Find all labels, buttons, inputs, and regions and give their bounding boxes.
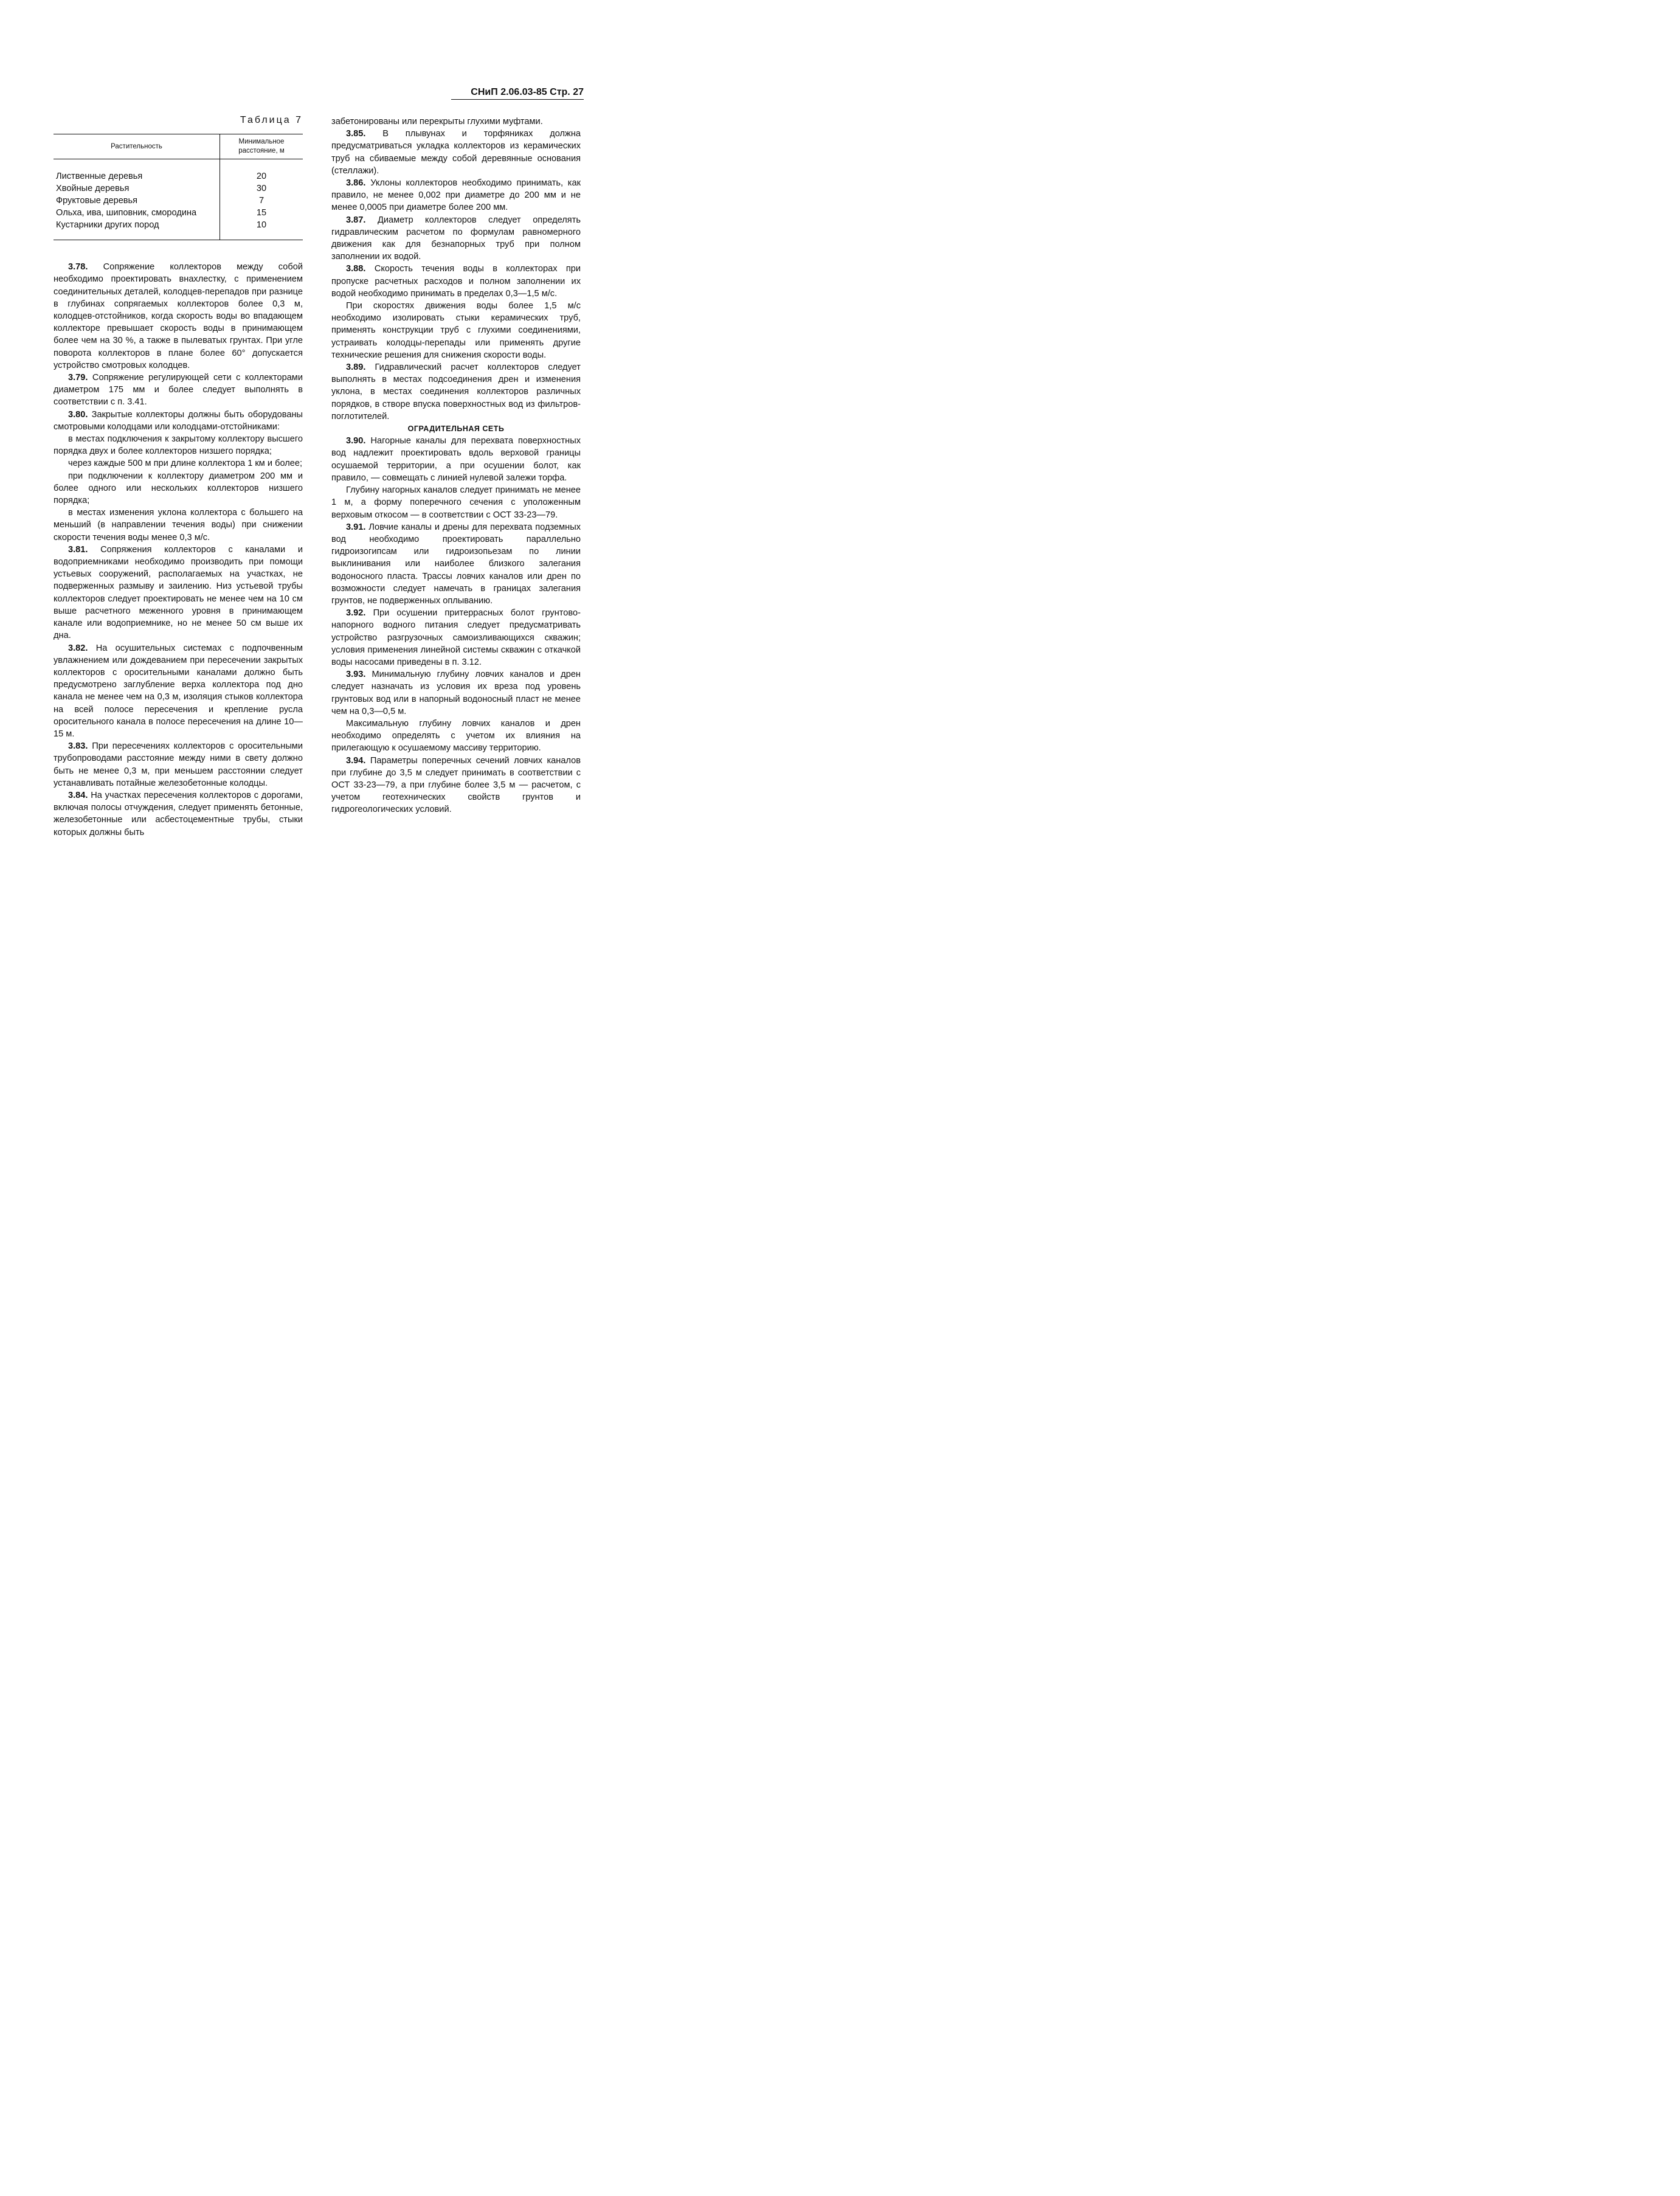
distance-cell: 7 [220,195,303,207]
column-header-distance: Минимальное расстояние, м [220,134,303,159]
section-heading: ОГРАДИТЕЛЬНАЯ СЕТЬ [407,424,505,434]
clause-3-80: 3.80. Закрытые коллекторы должны быть оборудованы смотровыми колодцами или колодцами-отстойниками: [54,409,303,432]
clause-3-80-item-d: в местах изменения уклона коллектора с большего на меньший (в направлении течения воды) при снижении скорости течения воды менее 0,3 м/с. [54,508,303,542]
clause-3-83: 3.83. При пересечениях коллекторов с оросительными трубопроводами расстояние между ними в свету должно быть не менее 0,3 м, при меньшем расстоянии следует устанавливать потайные железобетонные колодцы. [54,741,303,788]
clause-3-91: 3.91. Ловчие каналы и дрены для перехвата подземных вод необходимо проектировать параллельно гидроизогипсам или гидроизопьезам по линии выклинивания или наиболее близкого залегания водоносного пласта. Трассы ловчих каналов или дрен по возможности следует намечать в границах залегания грунтов, не подверженных оплыванию. [331,522,581,606]
column-header-vegetation: Растительность [54,134,220,159]
distance-cell: 10 [220,219,303,240]
right-column [331,116,581,816]
clause-3-85: 3.85. В плывунах и торфяниках должна предусматриваться укладка коллекторов из керамических труб на сбиваемые между собой деревянные основания (стеллажи). [331,129,581,176]
clause-3-84-continued: забетонированы или перекрыты глухими муфтами. [331,117,543,126]
clause-3-80-item-a: в местах подключения к закрытому коллектору высшего порядка двух и более коллекторов низшего порядка; [54,434,303,457]
table-row [54,182,303,195]
clause-3-81: 3.81. Сопряжения коллекторов с каналами и водоприемниками необходимо производить при помощи устьевых сооружений, располагаемых на участках, не подверженных размыву и заилению. Низ устьевой трубы коллекторов следует проектировать не менее чем на 10 см выше расчетного меженного уровня в принимающем канале или водоприемнике, но не менее 50 см выше их дна. [54,544,303,641]
clause-3-80-item-b: через каждые 500 м при длине коллектора 1 км и более; [68,459,303,469]
clause-3-78: 3.78. Сопряжение коллекторов между собой необходимо проектировать внахлестку, с применением соединительных деталей, колодцев-перепадов при разнице в глубинах сопрягаемых коллекторов более 0,3 м, колодцев-отстойников, когда скорость воды во впадающем коллекторе превышает скорость воды в принимающем более чем на 30 %, а также в пылеватых грунтах. При угле поворота коллекторов в плане более 60° допускается устройство смотровых колодцев. [54,262,303,370]
clause-3-92: 3.92. При осушении притеррасных болот грунтово-напорного водного питания следует предусматривать устройство разгрузочных самоизливающихся скважин; условия применения линейной системы скважин с откачкой воды насосами приведены в п. 3.12. [331,608,581,667]
vegetation-cell: Кустарники других пород [54,219,220,240]
clause-3-93-paragraph-2: Максимальную глубину ловчих каналов и дрен необходимо определять с учетом их влияния на прилегающую к осушаемому массиву территорию. [331,718,581,753]
table-caption: Таблица 7 [240,115,303,125]
clause-3-93: 3.93. Минимальную глубину ловчих каналов и дрен следует назначать из условия их вреза под уровень грунтовых вод или в напорный водоносный пласт не менее чем на 0,3—0,5 м. [331,670,581,716]
clause-3-90: 3.90. Нагорные каналы для перехвата поверхностных вод надлежит проектировать вдоль верховой границы осушаемой территории, а при осушении болот, как правило, — совмещать с линией нулевой залежи торфа. [331,436,581,483]
table-7 [54,134,303,240]
table-row [54,219,303,240]
clause-3-87: 3.87. Диаметр коллекторов следует определять гидравлическим расчетом по формулам равномерного движения как для безнапорных труб при полном заполнении их водой. [331,215,581,262]
table-row [54,207,303,219]
page-header: СНиП 2.06.03-85 Стр. 27 [451,87,584,100]
vegetation-cell: Ольха, ива, шиповник, смородина [56,208,197,218]
vegetation-cell: Лиственные деревья [56,171,143,182]
clause-3-84: 3.84. На участках пересечения коллекторов с дорогами, включая полосы отчуждения, следует применять бетонные, железобетонные или асбестоцементные трубы, стыки которых должны быть [54,790,303,837]
clause-3-86: 3.86. Уклоны коллекторов необходимо принимать, как правило, не менее 0,002 при диаметре до 200 мм и не менее 0,0005 при диаметре более 200 мм. [331,178,581,213]
clause-3-82: 3.82. На осушительных системах с подпочвенным увлажнением или дождеванием при пересечении закрытых коллекторов с оросительными каналами должно быть предусмотрено заглубление верха коллектора под дно канала не менее чем на 0,3 м, изоляция стыков коллектора на всей полосе пересечения и крепление русла оросительного канала в полосе пересечения на длине 10—15 м. [54,643,303,739]
clause-3-79: 3.79. Сопряжение регулирующей сети с коллекторами диаметром 175 мм и более следует выполнять в соответствии с п. 3.41. [54,373,303,407]
table-row [54,159,303,183]
clause-3-89: 3.89. Гидравлический расчет коллекторов следует выполнять в местах подсоединения дрен и изменения уклона, в местах соединения коллекторов различных порядков, в створе впуска поверхностных вод из фильтров-поглотителей. [331,362,581,421]
distance-cell: 15 [220,207,303,219]
clause-3-88: 3.88. Скорость течения воды в коллекторах при пропуске расчетных расходов и полном заполнении их водой необходимо принимать в пределах 0,3—1,5 м/с. [331,264,581,299]
table-header-row [54,134,303,159]
table-row [54,195,303,207]
clause-3-80-item-c: при подключении к коллектору диаметром 200 мм и более одного или нескольких коллекторов низшего порядка; [54,471,303,506]
distance-cell: 20 [220,159,303,183]
clause-3-94: 3.94. Параметры поперечных сечений ловчих каналов при глубине до 3,5 м следует принимать в соответствии с ОСТ 33-23—79, а при глубине более 3,5 м — расчетом, с учетом геотехнических свойств грунтов и гидрогеологических условий. [331,755,581,815]
vegetation-cell: Фруктовые деревья [56,196,138,206]
clause-3-88-paragraph-2: При скоростях движения воды более 1,5 м/с необходимо изолировать стыки керамических труб, применять конструкции труб с глухими соединениями, устраивать колодцы-перепады или применять другие технические решения для снижения скорости воды. [331,301,581,360]
distance-cell: 30 [220,182,303,195]
vegetation-cell: Хвойные деревья [56,184,130,194]
left-column [54,114,303,839]
clause-3-90-paragraph-2: Глубину нагорных каналов следует принимать не менее 1 м, а форму поперечного сечения с уположенным верховым откосом — в соответствии с ОСТ 33-23—79. [331,485,581,520]
